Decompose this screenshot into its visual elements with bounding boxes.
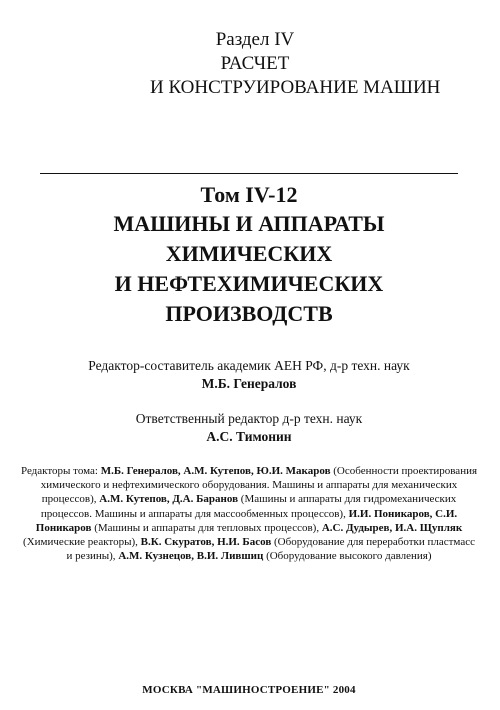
editor-description: (Особенности проектирования химического и нефтехимического оборудования. Машины и аппараты для механических процессов), bbox=[40, 465, 478, 506]
editor-description: (Машины и аппараты для тепловых процессов), bbox=[91, 521, 322, 534]
responsible-editor-role: Ответственный редактор д-р техн. наук bbox=[135, 411, 363, 426]
editor-names: М.Б. Генералов, А.М. Кутепов, Ю.И. Макаров bbox=[100, 465, 331, 477]
responsible-editor-credit bbox=[40, 410, 458, 446]
compiler-name: М.Б. Генералов bbox=[201, 376, 297, 391]
volume-title-line-3: И НЕФТЕХИМИЧЕСКИХ bbox=[114, 271, 384, 296]
editor-names: А.М. Кутепов, Д.А. Баранов bbox=[99, 493, 239, 506]
editor-names: В.К. Скуратов, Н.И. Басов bbox=[140, 536, 272, 549]
volume-number: Том IV-12 bbox=[200, 182, 298, 207]
section-number: Раздел IV bbox=[215, 29, 295, 50]
section-header bbox=[150, 28, 441, 100]
section-title-line-1: РАСЧЕТ bbox=[220, 53, 290, 74]
publisher-imprint: МОСКВА "МАШИНОСТРОЕНИЕ" 2004 bbox=[142, 684, 356, 696]
editor-names: А.М. Кузнецов, В.И. Лившиц bbox=[118, 550, 264, 563]
volume-editors-paragraph bbox=[20, 464, 478, 563]
volume-title-line-2: ХИМИЧЕСКИХ bbox=[165, 241, 333, 266]
section-title-line-2: И КОНСТРУИРОВАНИЕ МАШИН bbox=[150, 77, 441, 98]
responsible-editor-name: А.С. Тимонин bbox=[206, 429, 292, 444]
editor-names: И.И. Поникаров, С.И. Поникаров bbox=[35, 507, 458, 534]
editor-description: Редакторы тома: bbox=[20, 465, 101, 477]
compiler-role: Редактор-составитель академик АЕН РФ, д-р техн. наук bbox=[88, 358, 410, 373]
editor-description: (Оборудование высокого давления) bbox=[263, 550, 432, 563]
editor-description: (Машины и аппараты для гидромеханических процессов. Машины и аппараты для массообменных процессов), bbox=[40, 493, 457, 520]
compiler-credit bbox=[40, 357, 458, 393]
editor-description: (Оборудование для переработки пластмасс и резины), bbox=[66, 536, 475, 563]
editor-names: А.С. Дудырев, И.А. Щупляк bbox=[321, 521, 463, 534]
editor-description: (Химические реакторы), bbox=[23, 536, 141, 549]
volume-header bbox=[40, 181, 458, 328]
volume-title-line-4: ПРОИЗВОДСТВ bbox=[165, 301, 333, 326]
divider-rule bbox=[40, 173, 458, 174]
volume-title-line-1: МАШИНЫ И АППАРАТЫ bbox=[113, 211, 385, 236]
